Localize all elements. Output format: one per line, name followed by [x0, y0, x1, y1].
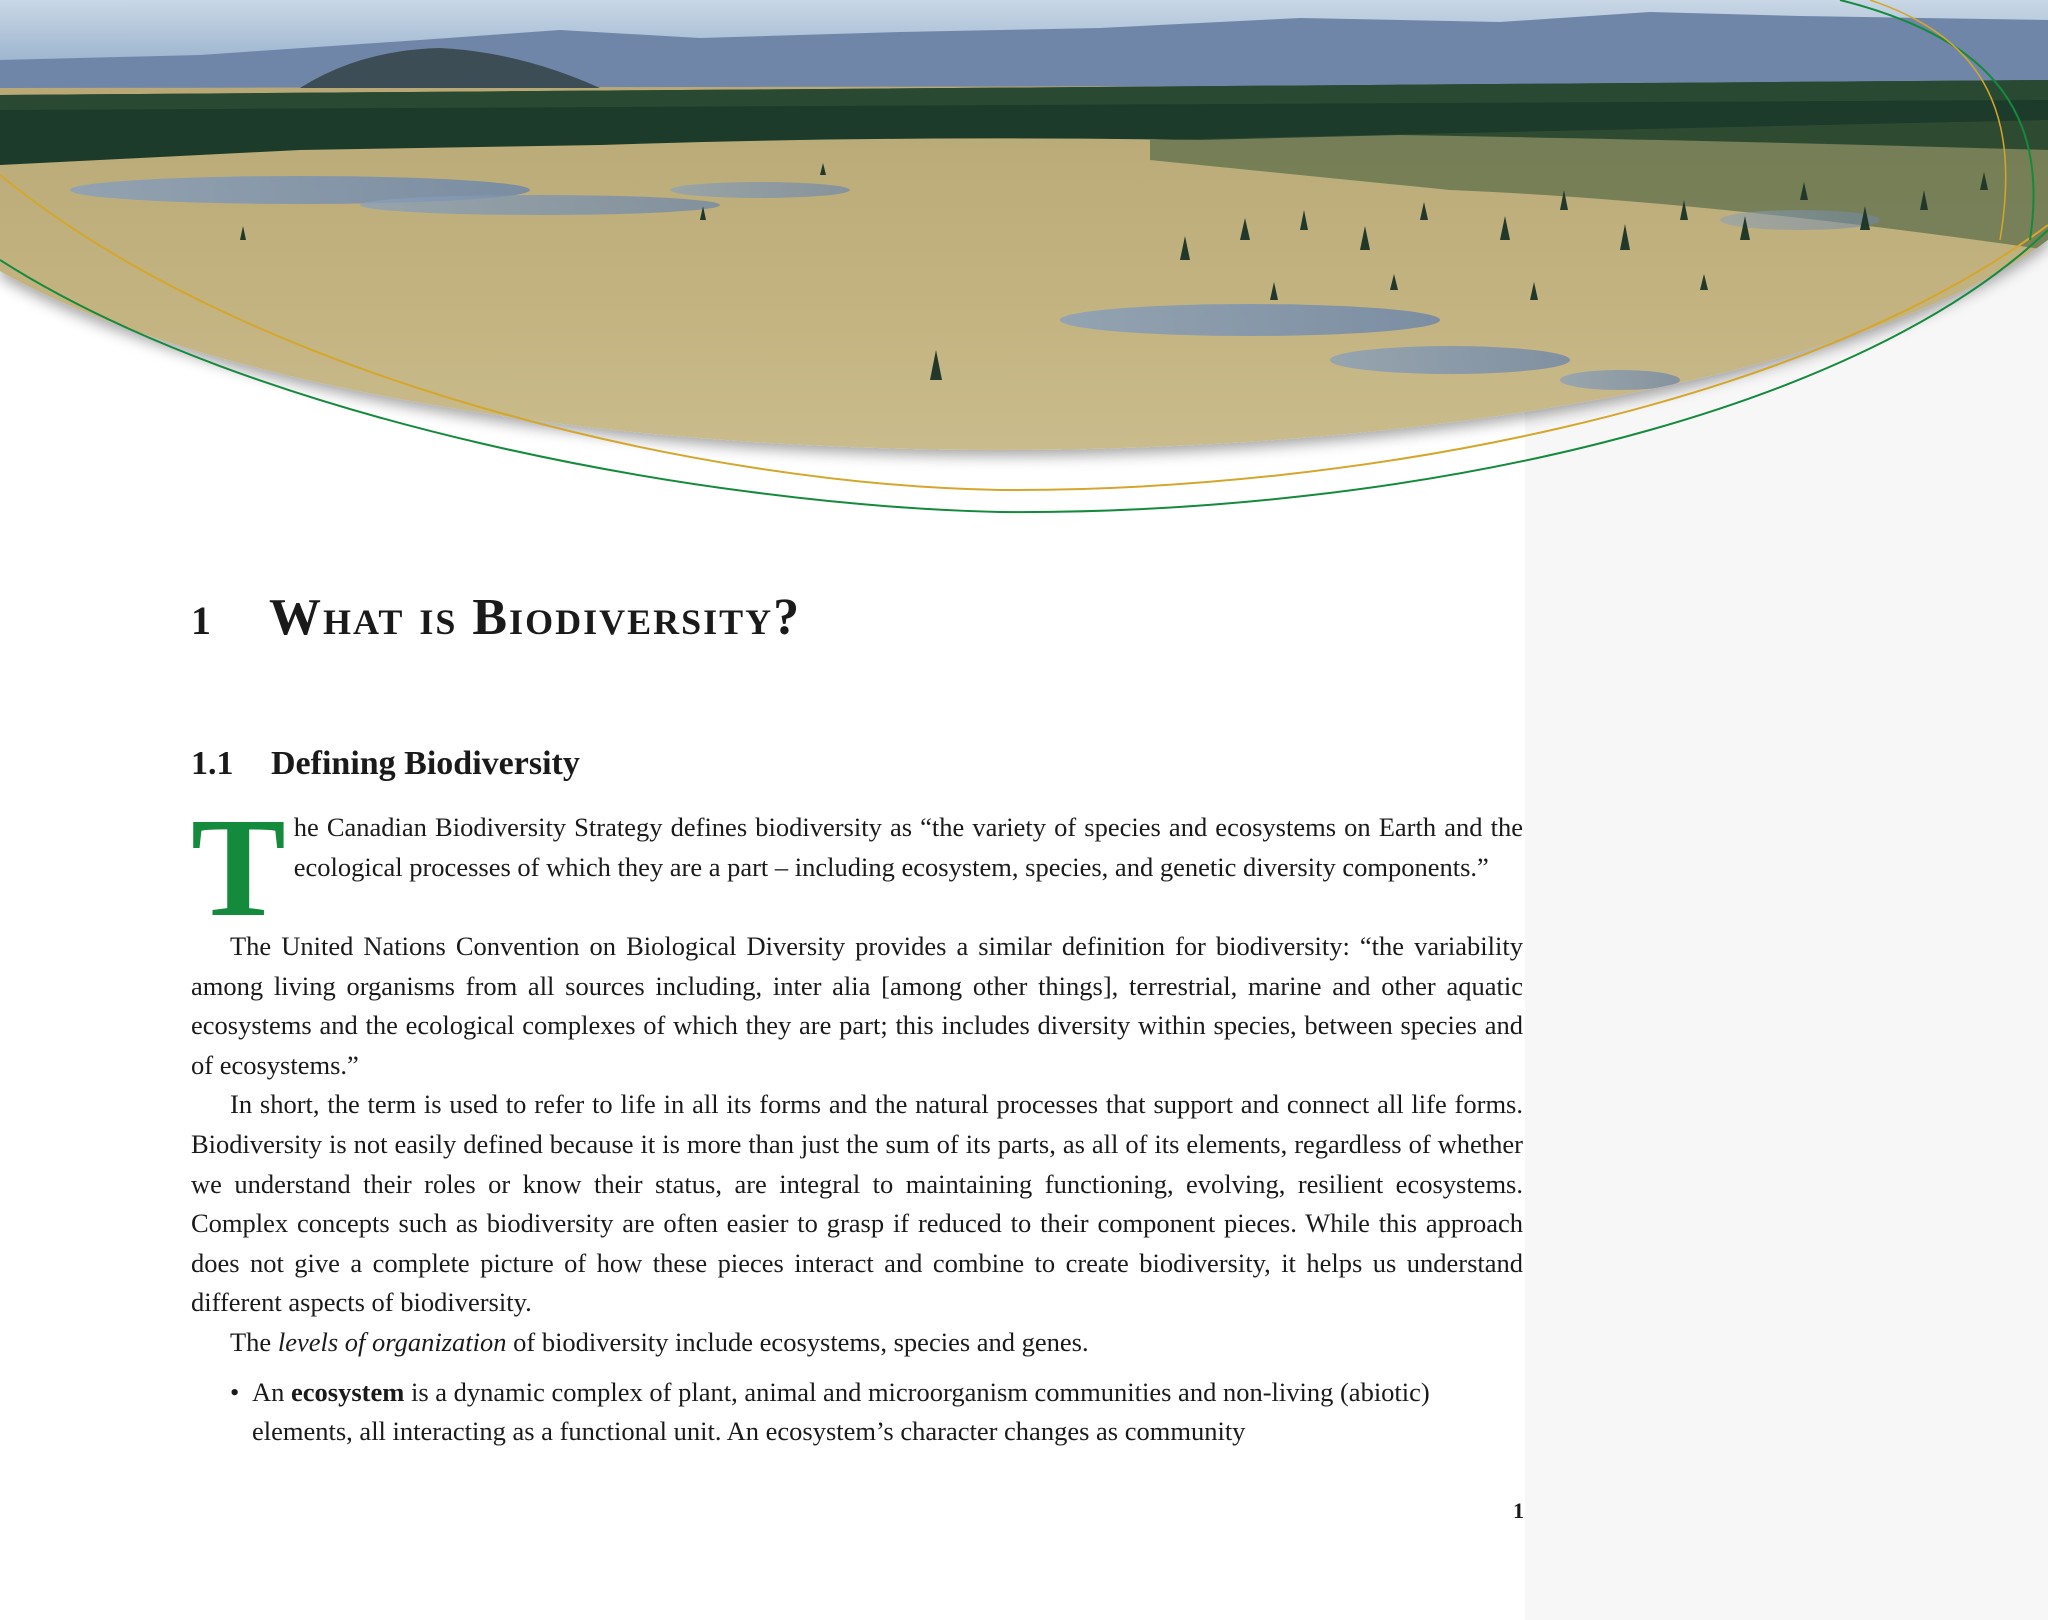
chapter-title — [191, 588, 801, 647]
chapter-title-text: What is Biodiversity? — [269, 589, 802, 646]
paragraph-3: In short, the term is used to refer to life in all its forms and the natural processes that support and connect all life forms. Biodiversity is not easily defined because it is more than just the sum of its parts, as all of its elements, regardless of whether we understand their roles or know their status, are integral to maintaining functioning, evolving, resilient ecosystems. Complex concepts such as biodiversity are often easier to grasp if reduced to their component pieces. While this approach does not give a complete picture of how these pieces interact and combine to create biodiversity, it helps us understand different aspects of biodiversity. — [191, 1089, 1523, 1318]
page-number: 1 — [1513, 1498, 1524, 1523]
levels-of-organization-term: levels of organization — [277, 1326, 507, 1357]
section-number: 1.1 — [191, 745, 234, 782]
paragraph-1 — [191, 788, 1523, 946]
section-title — [191, 745, 580, 783]
list-item: • An ecosystem is a dynamic complex of plant, animal and microorganism communities and non-living (abiotic) elements, all interacting as a functional unit. An ecosystem’s character changes as community — [230, 1373, 1471, 1452]
paragraph-2: The United Nations Convention on Biological Diversity provides a similar definition for biodiversity: “the variability among living organisms from all sources including, inter alia [among other things], terrestrial, marine and other aquatic ecosystems and the ecological complexes of which they are part; this includes diversity within species, between species and of ecosystems.” — [191, 931, 1523, 1080]
paragraph-1-text: he Canadian Biodiversity Strategy defines biodiversity as “the variety of species and ecosystems on Earth and the ecological processes of which they are a part – including ecosystem, species, and genetic diversity components.” — [293, 812, 1523, 882]
bullet-list — [191, 1373, 1523, 1452]
section-title-text: Defining Biodiversity — [271, 745, 580, 782]
paragraph-4: The levels of organization of biodiversity include ecosystems, species and genes. — [230, 1326, 1089, 1357]
header-landscape-photo — [0, 0, 2048, 540]
ecosystem-term: ecosystem — [291, 1376, 405, 1407]
bullet-icon: • — [230, 1376, 240, 1407]
drop-cap: T — [191, 788, 286, 946]
chapter-number: 1 — [191, 598, 213, 643]
body-text — [191, 788, 1523, 1452]
